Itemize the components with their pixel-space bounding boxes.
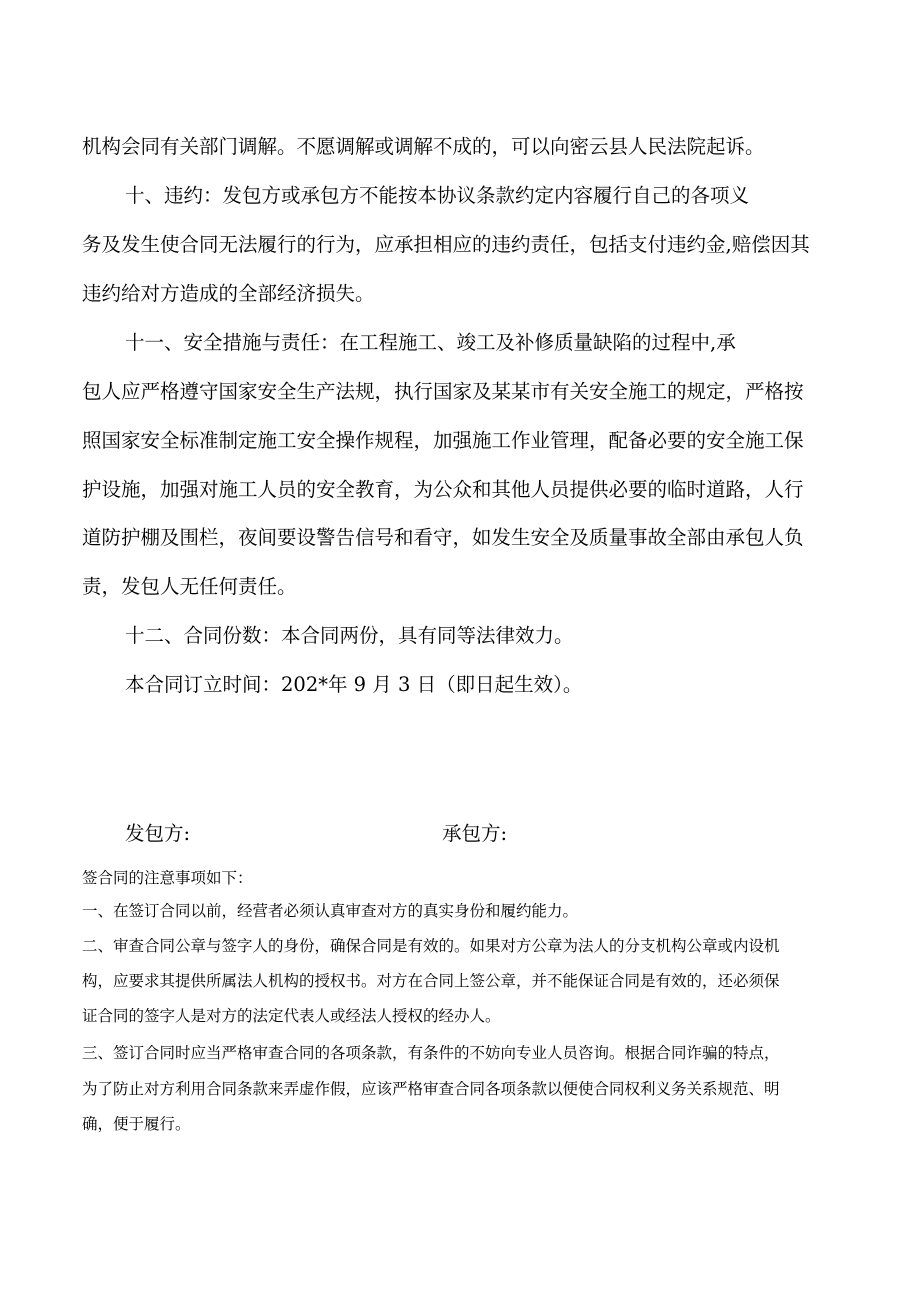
notes-line-6: 为了防止对方利用合同条款来弄虚作假，应该严格审查合同各项条款以便使合同权利义务关系规范、明 (82, 1080, 780, 1098)
notes-line-7: 确，便于履行。 (82, 1115, 191, 1133)
body-line-8: 护设施，加强对施工人员的安全教育，为公众和其他人员提供必要的临时道路，人行 (82, 478, 804, 501)
body-line-9: 道防护棚及围栏，夜间要设警告信号和看守，如发生安全及质量事故全部由承包人负 (82, 526, 804, 549)
notes-line-4: 证合同的签字人是对方的法定代表人或经法人授权的经办人。 (82, 1007, 501, 1025)
clause-11-heading-line: 十一、安全措施与责任：在工程施工、竣工及补修质量缺陷的过程中,承 (125, 331, 736, 354)
notes-line-3: 构，应要求其提供所属法人机构的授权书。对方在合同上签公章，并不能保证合同是有效的，还必须保 (82, 972, 780, 990)
notes-line-5: 三、签订合同时应当严格审查合同的各项条款，有条件的不妨向专业人员咨询。根据合同诈骗的特点， (82, 1044, 780, 1062)
clause-12-line: 十二、合同份数：本合同两份，具有同等法律效力。 (125, 624, 574, 647)
body-line-3: 务及发生使合同无法履行的行为，应承担相应的违约责任，包括支付违约金,赔偿因其 (82, 233, 810, 256)
party-a-label: 发包方: (125, 822, 191, 845)
notes-line-2: 二、审查合同公章与签字人的身份，确保合同是有效的。如果对方公章为法人的分支机构公章或内设机 (82, 937, 780, 955)
body-line-1: 机构会同有关部门调解。不愿调解或调解不成的，可以向密云县人民法院起诉。 (82, 135, 765, 158)
body-line-6: 包人应严格遵守国家安全生产法规，执行国家及某某市有关安全施工的规定，严格按 (82, 380, 804, 403)
party-b-label: 承包方: (442, 822, 508, 845)
body-line-7: 照国家安全标准制定施工安全操作规程，加强施工作业管理，配备必要的安全施工保 (82, 429, 804, 452)
notes-title: 签合同的注意事项如下： (82, 869, 253, 887)
body-line-4: 违约给对方造成的全部经济损失。 (82, 282, 375, 305)
notes-line-1: 一、在签订合同以前，经营者必须认真审查对方的真实身份和履约能力。 (82, 902, 579, 920)
clause-10-heading-line: 十、违约：发包方或承包方不能按本协议条款约定内容履行自己的各项义 (125, 184, 750, 207)
contract-date-line: 本合同订立时间：202*年 9 月 3 日（即日起生效）。 (125, 673, 583, 696)
body-line-10: 责，发包人无任何责任。 (82, 575, 297, 598)
